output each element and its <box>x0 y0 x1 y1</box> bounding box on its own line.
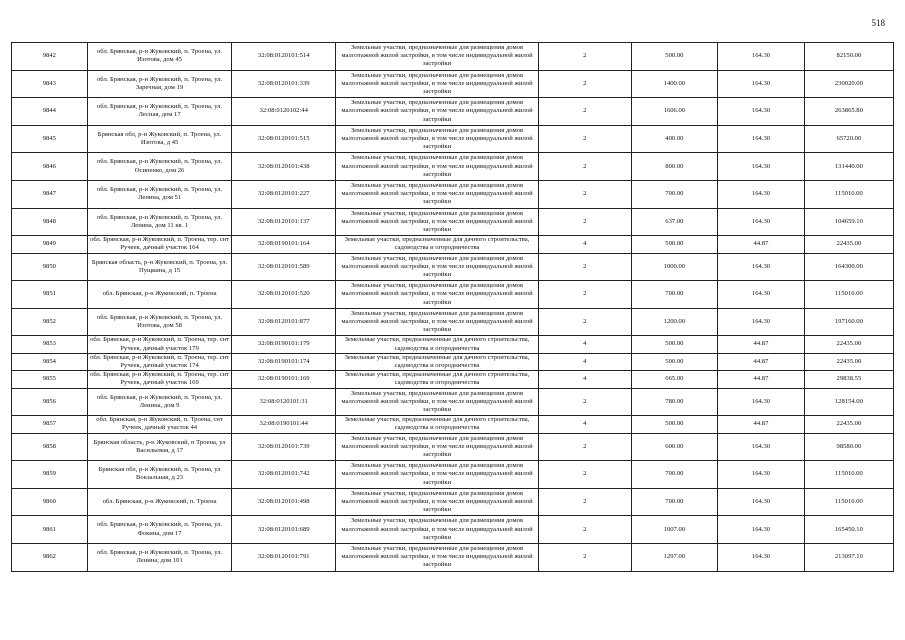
land-use-cell: Земельные участки, предназначенные для размещения домов малоэтажной жилой застройки, в том числе индивидуальной жилой застройки <box>335 308 538 336</box>
table-row <box>12 336 894 353</box>
area-cell: 1200.00 <box>631 308 718 336</box>
land-use-cell: Земельные участки, предназначенные для размещения домов малоэтажной жилой застройки, в том числе индивидуальной жилой застройки <box>335 281 538 309</box>
specific-value-cell: 164.30 <box>718 125 805 153</box>
row-number-cell: 9852 <box>12 308 88 336</box>
cadastral-value-cell: 197160.00 <box>804 308 893 336</box>
specific-value-cell: 164.30 <box>718 153 805 181</box>
cadastral-number-cell: 32:08:0190101:44 <box>232 416 336 433</box>
cadastral-value-cell: 22435.00 <box>804 336 893 353</box>
cadastral-number-cell: 32:08:0190101:179 <box>232 336 336 353</box>
cadastral-number-cell: 32:08:0120101:514 <box>232 43 336 71</box>
area-cell: 1297.00 <box>631 543 718 571</box>
cadastral-number-cell: 32:08:0120101:877 <box>232 308 336 336</box>
group-cell: 2 <box>539 208 632 236</box>
group-cell: 2 <box>539 125 632 153</box>
specific-value-cell: 164.30 <box>718 281 805 309</box>
land-use-cell: Земельные участки, предназначенные для дачного строительства, садоводства и огородничества <box>335 371 538 388</box>
cadastral-number-cell: 32:08:0190101:174 <box>232 353 336 370</box>
cadastral-value-cell: 230020.00 <box>804 70 893 98</box>
specific-value-cell: 44.87 <box>718 416 805 433</box>
cadastral-number-cell: 32:08:0120101:31 <box>232 388 336 416</box>
row-number-cell: 9854 <box>12 353 88 370</box>
row-number-cell: 9844 <box>12 98 88 126</box>
specific-value-cell: 164.30 <box>718 43 805 71</box>
table-row <box>12 516 894 544</box>
group-cell: 2 <box>539 43 632 71</box>
specific-value-cell: 164.30 <box>718 70 805 98</box>
row-number-cell: 9843 <box>12 70 88 98</box>
group-cell: 2 <box>539 433 632 461</box>
row-number-cell: 9860 <box>12 488 88 516</box>
address-cell: обл. Брянская, р-н Жуковский, п. Троена, ул. Лесная, дом 17 <box>87 98 232 126</box>
row-number-cell: 9847 <box>12 180 88 208</box>
group-cell: 2 <box>539 253 632 281</box>
area-cell: 1007.00 <box>631 516 718 544</box>
table-row <box>12 281 894 309</box>
address-cell: Брянская область, р-н Жуковский, п. Троена, ул. Пущкина, д 15 <box>87 253 232 281</box>
address-cell: Брянская обл, р-н Жуковский, п. Троена, ул. Изотова, д 45 <box>87 125 232 153</box>
address-cell: обл. Брянская, р-н Жуковский, п. Троена, ул. Изотова, дом 58 <box>87 308 232 336</box>
area-cell: 700.00 <box>631 461 718 489</box>
area-cell: 600.00 <box>631 433 718 461</box>
specific-value-cell: 44.87 <box>718 353 805 370</box>
cadastral-value-cell: 115010.00 <box>804 488 893 516</box>
address-cell: обл. Брянская, р-н Жуковский, п. Троена, ул. Ленина, дом 51 <box>87 180 232 208</box>
specific-value-cell: 164.30 <box>718 543 805 571</box>
land-use-cell: Земельные участки, предназначенные для размещения домов малоэтажной жилой застройки, в том числе индивидуальной жилой застройки <box>335 388 538 416</box>
cadastral-number-cell: 32:08:0190101:164 <box>232 236 336 253</box>
group-cell: 2 <box>539 281 632 309</box>
land-use-cell: Земельные участки, предназначенные для размещения домов малоэтажной жилой застройки, в том числе индивидуальной жилой застройки <box>335 208 538 236</box>
land-use-cell: Земельные участки, предназначенные для дачного строительства, садоводства и огородничества <box>335 236 538 253</box>
cadastral-value-cell: 22435.00 <box>804 236 893 253</box>
cadastral-number-cell: 32:08:0120101:515 <box>232 125 336 153</box>
land-registry-table <box>11 42 894 572</box>
area-cell: 1606.00 <box>631 98 718 126</box>
land-use-cell: Земельные участки, предназначенные для размещения домов малоэтажной жилой застройки, в том числе индивидуальной жилой застройки <box>335 488 538 516</box>
address-cell: обл. Брянская, р-н Жуковский, п. Троена, ул. Осипенко, дом 26 <box>87 153 232 181</box>
area-cell: 1000.00 <box>631 253 718 281</box>
land-use-cell: Земельные участки, предназначенные для размещения домов малоэтажной жилой застройки, в том числе индивидуальной жилой застройки <box>335 180 538 208</box>
cadastral-number-cell: 32:08:0120101:438 <box>232 153 336 181</box>
specific-value-cell: 44.87 <box>718 236 805 253</box>
land-use-cell: Земельные участки, предназначенные для дачного строительства, садоводства и огородничества <box>335 336 538 353</box>
cadastral-value-cell: 164300.00 <box>804 253 893 281</box>
table-row <box>12 98 894 126</box>
group-cell: 2 <box>539 180 632 208</box>
address-cell: обл. Брянская, р-н Жуковский, п. Троена, ул. Ленина, дом 9 <box>87 388 232 416</box>
cadastral-value-cell: 22435.00 <box>804 416 893 433</box>
area-cell: 700.00 <box>631 180 718 208</box>
area-cell: 500.00 <box>631 43 718 71</box>
cadastral-value-cell: 263865.80 <box>804 98 893 126</box>
address-cell: обл. Брянская, р-н Жуковский, п. Троена, тер. снт Ручеек, дачный участок 164 <box>87 236 232 253</box>
land-use-cell: Земельные участки, предназначенные для размещения домов малоэтажной жилой застройки, в том числе индивидуальной жилой застройки <box>335 253 538 281</box>
area-cell: 1400.00 <box>631 70 718 98</box>
table-row <box>12 43 894 71</box>
table-row <box>12 308 894 336</box>
row-number-cell: 9849 <box>12 236 88 253</box>
land-use-cell: Земельные участки, предназначенные для дачного строительства, садоводства и огородничества <box>335 353 538 370</box>
cadastral-value-cell: 82150.00 <box>804 43 893 71</box>
cadastral-value-cell: 115010.00 <box>804 180 893 208</box>
land-use-cell: Земельные участки, предназначенные для дачного строительства, садоводства и огородничества <box>335 416 538 433</box>
area-cell: 637.00 <box>631 208 718 236</box>
cadastral-value-cell: 104659.10 <box>804 208 893 236</box>
land-use-cell: Земельные участки, предназначенные для размещения домов малоэтажной жилой застройки, в том числе индивидуальной жилой застройки <box>335 43 538 71</box>
address-cell: обл. Брянская, р-н Жуковский, п. Троена, ул. Ленина, дом 101 <box>87 543 232 571</box>
cadastral-value-cell: 29838.55 <box>804 371 893 388</box>
land-use-cell: Земельные участки, предназначенные для размещения домов малоэтажной жилой застройки, в том числе индивидуальной жилой застройки <box>335 98 538 126</box>
address-cell: обл. Брянская, р-н Жуковский, п. Троена, ул. Фокина, дом 17 <box>87 516 232 544</box>
cadastral-value-cell: 98580.00 <box>804 433 893 461</box>
cadastral-value-cell: 115010.00 <box>804 281 893 309</box>
specific-value-cell: 164.30 <box>718 208 805 236</box>
area-cell: 400.00 <box>631 125 718 153</box>
group-cell: 2 <box>539 488 632 516</box>
address-cell: обл. Брянская, р-н Жуковский, п. Троена, тер. снт Ручеек, дачный участок 179 <box>87 336 232 353</box>
land-use-cell: Земельные участки, предназначенные для размещения домов малоэтажной жилой застройки, в том числе индивидуальной жилой застройки <box>335 125 538 153</box>
row-number-cell: 9850 <box>12 253 88 281</box>
cadastral-value-cell: 22435.00 <box>804 353 893 370</box>
cadastral-number-cell: 32:08:0120101:589 <box>232 253 336 281</box>
row-number-cell: 9851 <box>12 281 88 309</box>
area-cell: 500.00 <box>631 353 718 370</box>
land-use-cell: Земельные участки, предназначенные для размещения домов малоэтажной жилой застройки, в том числе индивидуальной жилой застройки <box>335 433 538 461</box>
table-row <box>12 416 894 433</box>
table-row <box>12 543 894 571</box>
group-cell: 2 <box>539 543 632 571</box>
area-cell: 665.00 <box>631 371 718 388</box>
cadastral-value-cell: 213097.10 <box>804 543 893 571</box>
specific-value-cell: 164.30 <box>718 433 805 461</box>
cadastral-number-cell: 32:08:0120102:44 <box>232 98 336 126</box>
group-cell: 2 <box>539 153 632 181</box>
table-row <box>12 180 894 208</box>
cadastral-number-cell: 32:08:0120101:339 <box>232 70 336 98</box>
cadastral-number-cell: 32:08:0120101:498 <box>232 488 336 516</box>
table-row <box>12 70 894 98</box>
row-number-cell: 9859 <box>12 461 88 489</box>
specific-value-cell: 44.87 <box>718 371 805 388</box>
address-cell: обл. Брянская, р-н Жуковский, п. Троена, тер. снт Ручеек, дачный участок 169 <box>87 371 232 388</box>
table-row <box>12 236 894 253</box>
land-use-cell: Земельные участки, предназначенные для размещения домов малоэтажной жилой застройки, в том числе индивидуальной жилой застройки <box>335 153 538 181</box>
table-row <box>12 208 894 236</box>
cadastral-value-cell: 65720.00 <box>804 125 893 153</box>
table-row <box>12 461 894 489</box>
cadastral-number-cell: 32:08:0120101:742 <box>232 461 336 489</box>
row-number-cell: 9856 <box>12 388 88 416</box>
cadastral-number-cell: 32:08:0120101:739 <box>232 433 336 461</box>
area-cell: 500.00 <box>631 336 718 353</box>
row-number-cell: 9848 <box>12 208 88 236</box>
group-cell: 2 <box>539 388 632 416</box>
specific-value-cell: 164.30 <box>718 461 805 489</box>
row-number-cell: 9846 <box>12 153 88 181</box>
specific-value-cell: 164.30 <box>718 253 805 281</box>
area-cell: 700.00 <box>631 281 718 309</box>
group-cell: 2 <box>539 308 632 336</box>
row-number-cell: 9857 <box>12 416 88 433</box>
row-number-cell: 9858 <box>12 433 88 461</box>
address-cell: обл. Брянская, р-н Жуковский, п. Троена, ул. Изотова, дом 45 <box>87 43 232 71</box>
address-cell: обл. Брянская, р-н Жуковский, п. Троена, ул. Заречная, дом 19 <box>87 70 232 98</box>
group-cell: 4 <box>539 416 632 433</box>
table-row <box>12 388 894 416</box>
specific-value-cell: 164.30 <box>718 180 805 208</box>
land-use-cell: Земельные участки, предназначенные для размещения домов малоэтажной жилой застройки, в том числе индивидуальной жилой застройки <box>335 543 538 571</box>
address-cell: обл. Брянская, р-н Жуковский, п. Троена <box>87 488 232 516</box>
cadastral-value-cell: 165450.10 <box>804 516 893 544</box>
table-row <box>12 125 894 153</box>
specific-value-cell: 164.30 <box>718 388 805 416</box>
page-number: 518 <box>871 18 885 28</box>
land-use-cell: Земельные участки, предназначенные для размещения домов малоэтажной жилой застройки, в том числе индивидуальной жилой застройки <box>335 516 538 544</box>
cadastral-value-cell: 131440.00 <box>804 153 893 181</box>
group-cell: 4 <box>539 371 632 388</box>
cadastral-number-cell: 32:08:0120101:520 <box>232 281 336 309</box>
group-cell: 2 <box>539 516 632 544</box>
row-number-cell: 9862 <box>12 543 88 571</box>
cadastral-number-cell: 32:08:0190101:169 <box>232 371 336 388</box>
group-cell: 2 <box>539 461 632 489</box>
group-cell: 4 <box>539 236 632 253</box>
address-cell: обл. Брянская, р-н Жуковский, п. Троена, тер. снт Ручеек, дачный участок 174 <box>87 353 232 370</box>
cadastral-number-cell: 32:08:0120101:137 <box>232 208 336 236</box>
cadastral-number-cell: 32:08:0120101:791 <box>232 543 336 571</box>
address-cell: обл. Брянская, р-н Жуковский, п. Троена <box>87 281 232 309</box>
table-row <box>12 153 894 181</box>
cadastral-number-cell: 32:08:0120101:227 <box>232 180 336 208</box>
table-row <box>12 353 894 370</box>
area-cell: 500.00 <box>631 416 718 433</box>
area-cell: 780.00 <box>631 388 718 416</box>
row-number-cell: 9845 <box>12 125 88 153</box>
group-cell: 4 <box>539 336 632 353</box>
row-number-cell: 9853 <box>12 336 88 353</box>
area-cell: 500.00 <box>631 236 718 253</box>
table-row <box>12 371 894 388</box>
address-cell: обл. Брянская, р-н Жуковский, п. Троена, ул. Ленина, дом 11 кв. 1 <box>87 208 232 236</box>
table-body <box>12 43 894 572</box>
area-cell: 800.00 <box>631 153 718 181</box>
group-cell: 2 <box>539 98 632 126</box>
land-use-cell: Земельные участки, предназначенные для размещения домов малоэтажной жилой застройки, в том числе индивидуальной жилой застройки <box>335 70 538 98</box>
row-number-cell: 9855 <box>12 371 88 388</box>
cadastral-number-cell: 32:08:0120101:689 <box>232 516 336 544</box>
specific-value-cell: 44.87 <box>718 336 805 353</box>
table-row <box>12 488 894 516</box>
cadastral-value-cell: 128154.00 <box>804 388 893 416</box>
specific-value-cell: 164.30 <box>718 98 805 126</box>
address-cell: Брянская область, р-н Жуковский, п Троена, ул Васильевая, д 17 <box>87 433 232 461</box>
row-number-cell: 9861 <box>12 516 88 544</box>
specific-value-cell: 164.30 <box>718 516 805 544</box>
specific-value-cell: 164.30 <box>718 308 805 336</box>
row-number-cell: 9842 <box>12 43 88 71</box>
group-cell: 2 <box>539 70 632 98</box>
table-row <box>12 433 894 461</box>
land-use-cell: Земельные участки, предназначенные для размещения домов малоэтажной жилой застройки, в том числе индивидуальной жилой застройки <box>335 461 538 489</box>
area-cell: 700.00 <box>631 488 718 516</box>
address-cell: обл. Брянская, р-н Жуковский, п. Троена, снт Ручеек, дачный участок 44 <box>87 416 232 433</box>
table-row <box>12 253 894 281</box>
cadastral-value-cell: 115010.00 <box>804 461 893 489</box>
address-cell: Брянская обл, р-н Жуковский, п. Троена, ул Вокзальная, д 23 <box>87 461 232 489</box>
specific-value-cell: 164.30 <box>718 488 805 516</box>
group-cell: 4 <box>539 353 632 370</box>
